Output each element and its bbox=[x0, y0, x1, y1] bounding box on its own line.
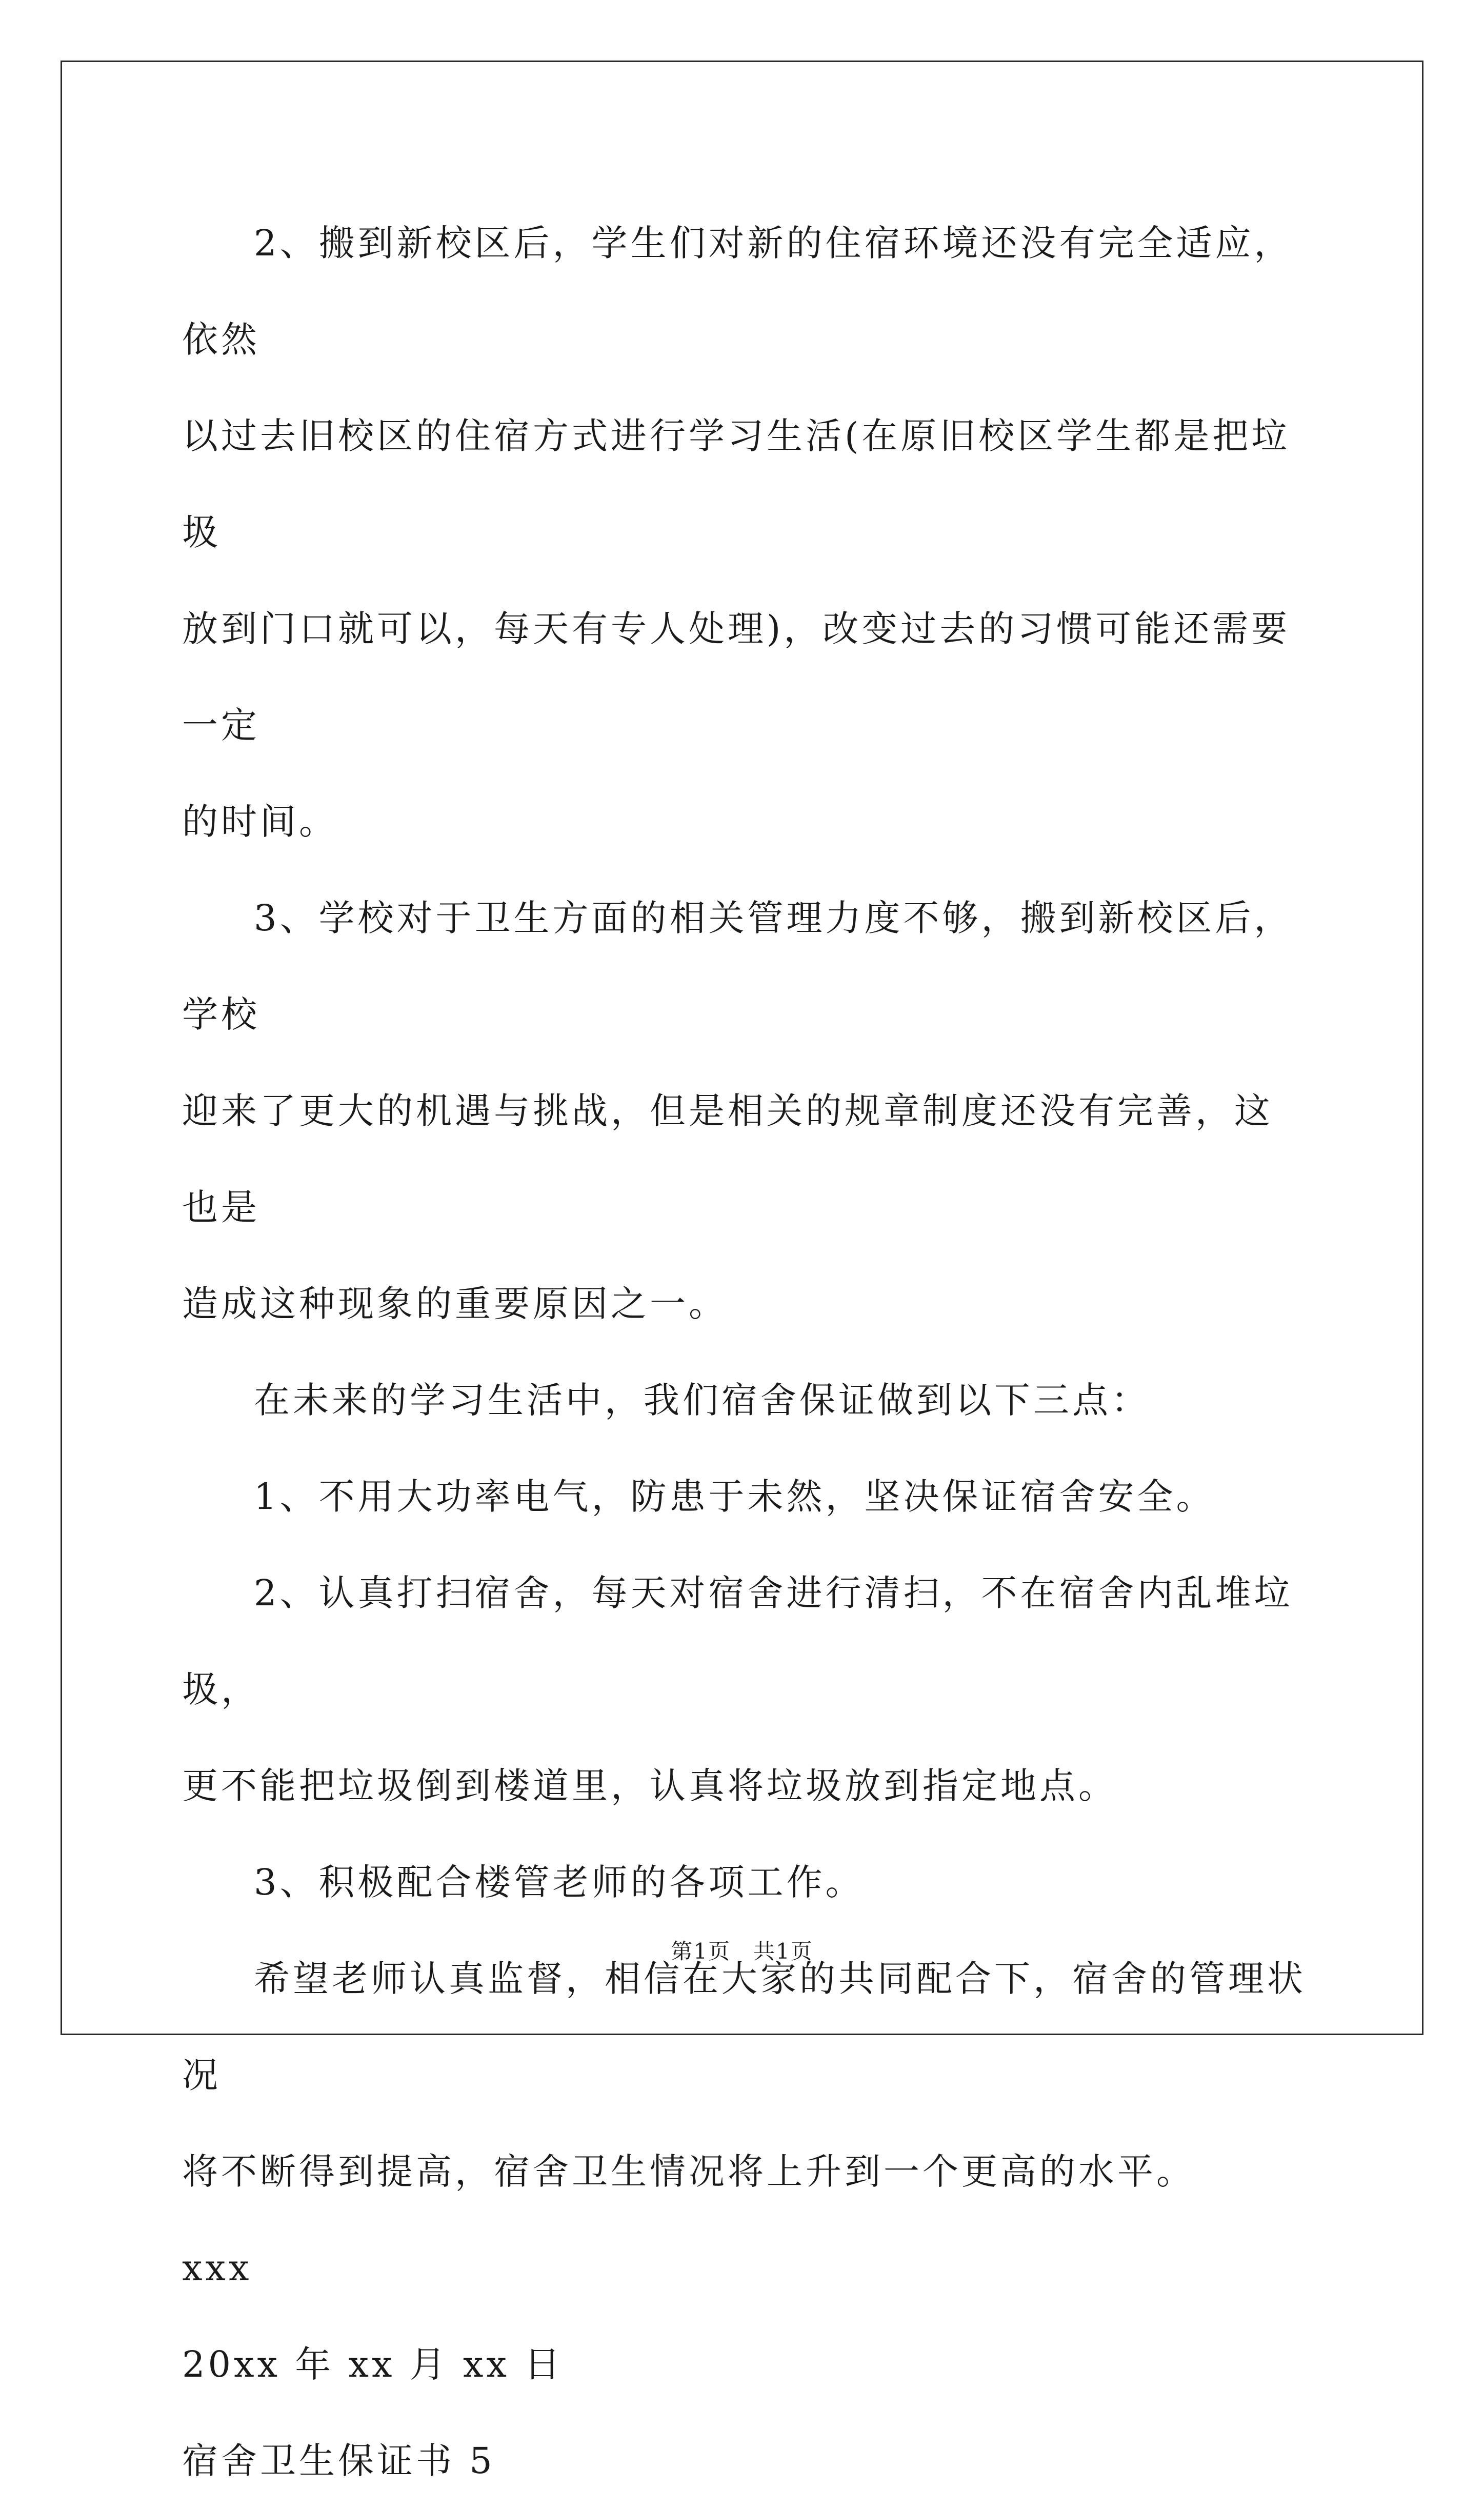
paragraph bbox=[182, 1930, 1310, 2220]
text-line: 3、学校对于卫生方面的相关管理力度不够，搬到新校区后，学校 bbox=[182, 897, 1293, 1036]
text-line: 以过去旧校区的住宿方式进行学习生活(在原旧校区学生都是把垃圾 bbox=[182, 415, 1291, 553]
text-line: 迎来了更大的机遇与挑战，但是相关的规章制度还没有完善，这也是 bbox=[182, 1090, 1273, 1228]
text-line: 1、不用大功率电气，防患于未然，坚决保证宿舍安全。 bbox=[254, 1476, 1215, 1518]
paragraph bbox=[182, 1448, 1310, 1545]
text-line: 的时间。 bbox=[182, 801, 338, 843]
paragraph bbox=[182, 1352, 1310, 1448]
text-line: 宿舍卫生保证书 5 bbox=[182, 2440, 495, 2482]
text-line: 在未来的学习生活中，我们宿舍保证做到以下三点： bbox=[254, 1379, 1150, 1421]
document-body bbox=[182, 195, 1310, 2509]
section-heading bbox=[182, 2413, 1310, 2509]
text-line: 20xx 年 xx 月 xx 日 bbox=[182, 2343, 564, 2385]
text-line: 2、认真打扫宿舍，每天对宿舍进行清扫，不在宿舍内乱堆垃圾， bbox=[182, 1572, 1293, 1710]
signature-name bbox=[182, 2220, 1310, 2316]
paragraph bbox=[182, 870, 1310, 1352]
text-line: xxx bbox=[182, 2247, 252, 2289]
text-line: 将不断得到提高，宿舍卫生情况将上升到一个更高的水平。 bbox=[182, 2150, 1195, 2193]
paragraph bbox=[182, 195, 1310, 870]
paragraph bbox=[182, 1545, 1310, 1834]
text-line: 3、积极配合楼管老师的各项工作。 bbox=[254, 1861, 865, 1903]
text-line: 更不能把垃圾倒到楼道里，认真将垃圾放到指定地点。 bbox=[182, 1765, 1117, 1807]
paragraph bbox=[182, 1834, 1310, 1930]
text-line: 希望老师认真监督，相信在大家的共同配合下，宿舍的管理状况 bbox=[182, 1958, 1306, 2096]
text-line: 造成这种现象的重要原因之一。 bbox=[182, 1283, 728, 1325]
text-line: 放到门口就可以，每天有专人处理)，改变过去的习惯可能还需要一定 bbox=[182, 608, 1291, 746]
text-line: 2、搬到新校区后，学生们对新的住宿环境还没有完全适应，依然 bbox=[182, 222, 1293, 361]
page-footer: 第1页 共1页 bbox=[671, 1939, 813, 1964]
signature-date bbox=[182, 2316, 1310, 2413]
